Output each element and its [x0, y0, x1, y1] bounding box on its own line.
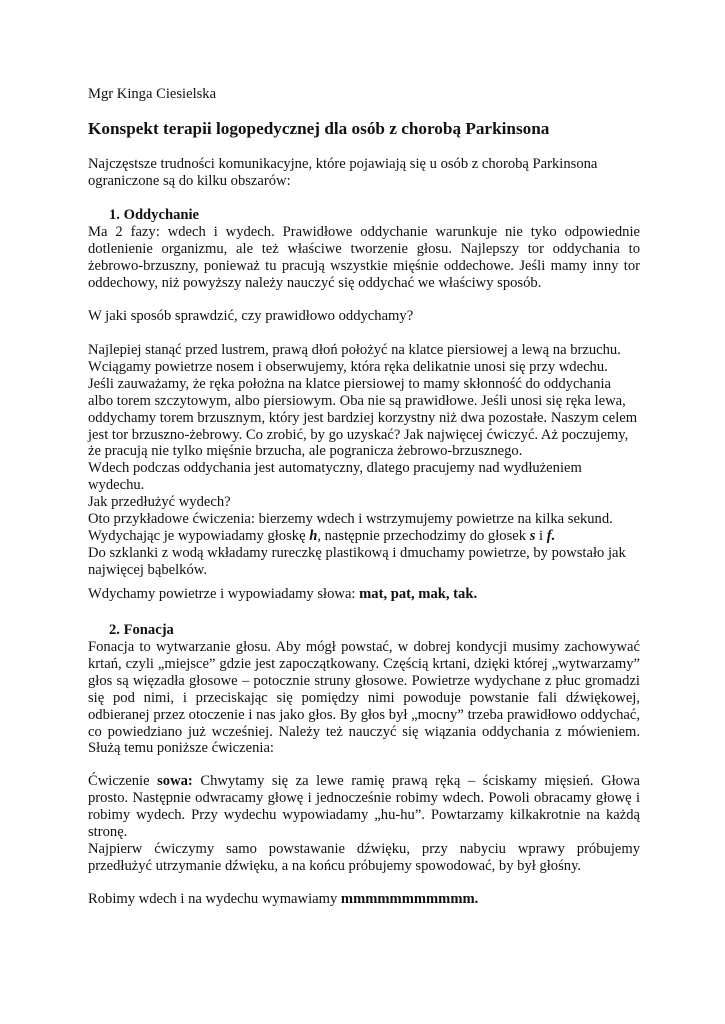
- document-title: Konspekt terapii logopedycznej dla osób z chorobą Parkinsona: [88, 119, 550, 138]
- owl-line: [88, 773, 640, 790]
- text-line: jest tor brzuszno-żebrowy. Co zrobić, by go uzyskać? Jak najwięcej ćwiczyć. Aż poczujemy,: [88, 426, 629, 443]
- text-line: robimy wydech. Przy wydechu wypowiadamy „hu-hu”. Powtarzamy kilkakrotnie na każdą: [88, 806, 640, 823]
- text-line: przedłużyć utrzymanie dźwięku, a na końcu próbujemy spowodować, by był głośny.: [88, 857, 582, 874]
- final-exercise: [88, 891, 640, 908]
- text-line: prosto. Następnie odwracamy głowę i jednocześnie robimy wdech. Powoli obracamy głowę i: [88, 789, 640, 806]
- glosses-line: [88, 528, 640, 545]
- breathing-question: W jaki sposób sprawdzić, czy prawidłowo oddychamy?: [88, 308, 414, 324]
- text-line: że pracują nie tylko mięśnie brzucha, ale pogranicza żebrowo-brzusznego.: [88, 443, 523, 460]
- text-line: Wciągamy powietrze nosem i obserwujemy, która ręka delikatnie unosi się przy wdechu.: [88, 358, 608, 375]
- text-line: Oto przykładowe ćwiczenia: bierzemy wdech i wstrzymujemy powietrze na kilka sekund.: [88, 511, 613, 528]
- text-line: Służą temu poniższe ćwiczenia:: [88, 740, 274, 757]
- text-run: i: [535, 527, 547, 544]
- text-line: albo torem szczytowym, albo piersiowym. Oba nie są prawidłowe. Jeśli unosi się ręka lewa,: [88, 392, 626, 409]
- text-line: najwięcej bąbelków.: [88, 561, 207, 578]
- glyph-s: s: [529, 527, 536, 544]
- text-line: odbieranej przez otoczenie i nas jako głos. By głos był „mocny” trzeba prawidłowo oddychać,: [88, 706, 640, 723]
- exercise-words: mat, pat, mak, tak.: [359, 586, 478, 602]
- text-line: się pod nimi, i przeciskając się pomiędzy nimi powoduje powstanie fali dźwiękowej,: [88, 689, 640, 706]
- text-line: Najlepiej stanąć przed lustrem, prawą dłoń położyć na klatce piersiowej a lewą na brzuchu.: [88, 342, 621, 358]
- text-line: Wdech podczas oddychania jest automatyczny, dlatego pracujemy nad wydłużeniem: [88, 460, 582, 477]
- text-run: , następnie przechodzimy do głosek: [317, 527, 530, 544]
- text-line: oddechowy, niż powyższy należy nauczyć się oddychać we właściwy sposób.: [88, 274, 542, 291]
- text-line: oddychamy torem brzusznym, który jest bardziej korzystny niż dwa pozostałe. Naszym celem: [88, 409, 638, 426]
- text-line: Ma 2 fazy: wdech i wydech. Prawidłowe oddychanie warunkuje nie tyko odpowiednie: [88, 224, 640, 240]
- owl-exercise: [88, 773, 640, 874]
- text-run: Wydychając je wypowiadamy głoskę: [88, 527, 310, 544]
- glyph-f: f.: [546, 527, 556, 544]
- text-line: Jeśli zauważamy, że ręka położna na klatce piersiowej to mamy skłonność do oddychania: [88, 375, 612, 392]
- text-line: co powiedziano już wcześniej. Należy też nauczyć się wiązania oddychania z mówieniem.: [88, 723, 640, 740]
- breathing-instructions: [88, 342, 640, 579]
- text-line: głos są więzadła głosowe – potocznie struny głosowe. Powietrze wydychane z płuc gromadzi: [88, 672, 640, 689]
- author-name: Mgr Kinga Ciesielska: [88, 86, 217, 102]
- text-line: Do szklanki z wodą wkładamy rureczkę plastikową i dmuchamy powietrze, by powstało jak: [88, 544, 626, 561]
- text-line: Jak przedłużyć wydech?: [88, 494, 231, 511]
- text-run: Robimy wdech i na wydechu wymawiamy: [88, 891, 341, 907]
- intro-line: ograniczone są do kilku obszarów:: [88, 172, 291, 189]
- exercise-sound: mmmmmmmmmmm.: [340, 891, 479, 907]
- intro-line: Najczęstsze trudności komunikacyjne, które pojawiają się u osób z chorobą Parkinsona: [88, 156, 598, 172]
- section-heading-phonation: 2. Fonacja: [109, 622, 174, 638]
- phonation-paragraph: [88, 639, 640, 757]
- breathing-paragraph: [88, 224, 640, 292]
- section-heading-breathing: 1. Oddychanie: [109, 207, 200, 223]
- text-line: krtań, czyli „miejsce” gdzie jest zapoczątkowany. Częścią krtani, dzięki której „wytwarzamy”: [88, 655, 640, 672]
- text-run: Ćwiczenie: [88, 773, 158, 789]
- text-line: wydechu.: [88, 477, 145, 494]
- text-line: Fonacja to wytwarzanie głosu. Aby mógł powstać, w dobrej kondycji musimy zachowywać: [88, 639, 640, 655]
- text-run: Wdychamy powietrze i wypowiadamy słowa:: [88, 586, 360, 602]
- text-line: Najpierw ćwiczymy samo powstawanie dźwięku, przy nabyciu wprawy próbujemy: [88, 840, 640, 857]
- text-line: stronę.: [88, 823, 128, 840]
- words-exercise: [88, 586, 640, 603]
- text-line: żebrowo-brzuszny, ponieważ tu pracują wszystkie mięśnie oddechowe. Jeśli mamy inny tor: [88, 257, 640, 274]
- text-run: Chwytamy się za lewe ramię prawą ręką – ściskamy mięsień. Głowa: [192, 773, 640, 789]
- intro-paragraph: [88, 156, 640, 190]
- text-line: dotlenienie organizmu, ale też właściwe tworzenie głosu. Najlepszy tor oddychania to: [88, 240, 640, 257]
- exercise-name: sowa:: [157, 773, 193, 789]
- glyph-h: h: [309, 527, 318, 544]
